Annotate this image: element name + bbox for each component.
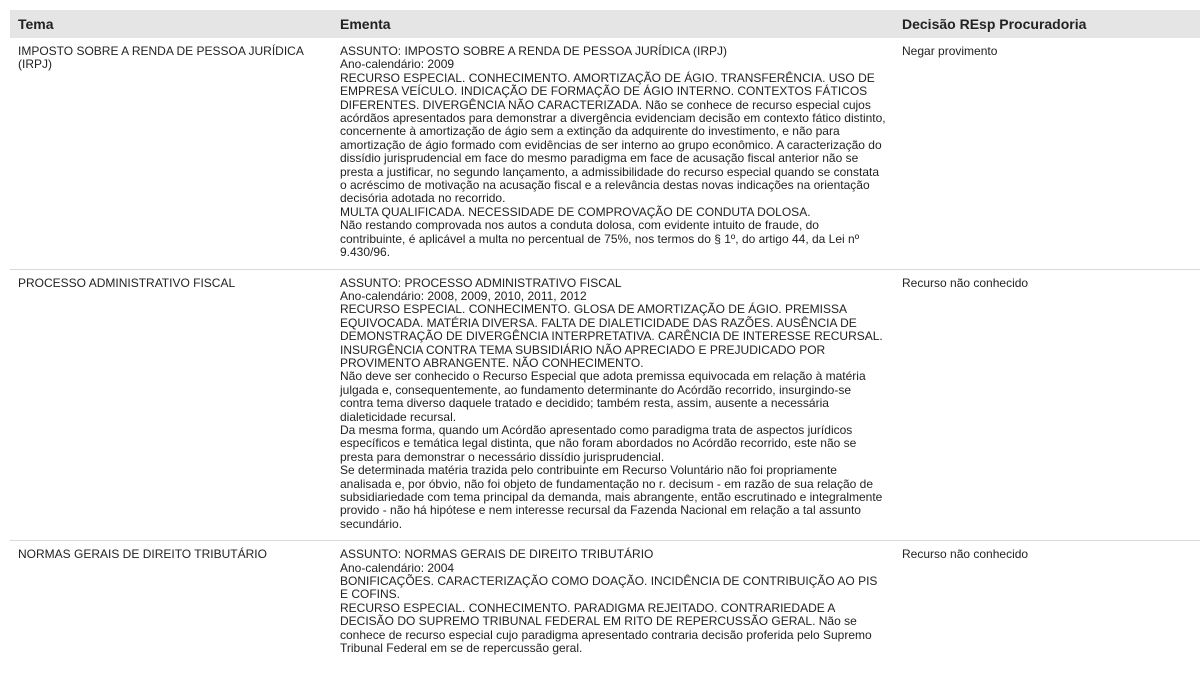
ementa-line: MULTA QUALIFICADA. NECESSIDADE DE COMPROVAÇÃO DE CONDUTA DOLOSA.: [340, 204, 811, 219]
cell-decisao: Recurso não conhecido: [902, 547, 1029, 562]
ementa-line: Ano-calendário: 2009: [340, 57, 455, 72]
ementa-line: ASSUNTO: NORMAS GERAIS DE DIREITO TRIBUTÁRIO: [340, 547, 654, 562]
header-ementa: Ementa: [332, 10, 894, 38]
ementa-line: ASSUNTO: IMPOSTO SOBRE A RENDA DE PESSOA JURÍDICA (IRPJ): [340, 44, 727, 58]
table-row: [10, 541, 1200, 665]
cell-decisao: Negar provimento: [894, 38, 1200, 269]
cell-ementa: [332, 269, 894, 541]
table-header: [10, 10, 1200, 38]
table-body: [10, 38, 1200, 664]
ementa-line: RECURSO ESPECIAL. CONHECIMENTO. PARADIGMA REJEITADO. CONTRARIEDADE A DECISÃO DO SUPREMO TRIBUNAL FEDERAL EM RITO DE REPERCUSSÃO GERAL. Não se conhece de recurso especial cujo paradigma apresentado contraria decisão proferida pelo Supremo Tribunal Federal em se de repercussão geral.: [340, 600, 872, 656]
ementa-line: Da mesma forma, quando um Acórdão apresentado como paradigma trata de aspectos jurídicos específicos e temática legal distinta, que não foram abordados no Acórdão recorrido, este não se presta para demonstrar o necessário dissídio jurisprudencial.: [340, 422, 857, 464]
header-decisao: Decisão REsp Procuradoria: [894, 10, 1200, 38]
decisions-table-container: [10, 10, 1200, 664]
ementa-line: ASSUNTO: PROCESSO ADMINISTRATIVO FISCAL: [340, 275, 622, 290]
ementa-line: Não restando comprovada nos autos a conduta dolosa, com evidente intuito de fraude, do contribuinte, é aplicável a multa no percentual de 75%, nos termos do § 1º, do artigo 44, da Lei nº 9.430/96.: [340, 218, 860, 260]
ementa-line: BONIFICAÇÕES. CARACTERIZAÇÃO COMO DOAÇÃO. INCIDÊNCIA DE CONTRIBUIÇÃO AO PIS E COFINS.: [340, 574, 878, 602]
cell-ementa: [332, 38, 894, 269]
table-row: [10, 269, 1200, 541]
cell-tema: NORMAS GERAIS DE DIREITO TRIBUTÁRIO: [18, 547, 267, 562]
ementa-line: Ano-calendário: 2004: [340, 560, 455, 575]
table-row: [10, 38, 1200, 269]
ementa-line: RECURSO ESPECIAL. CONHECIMENTO. AMORTIZAÇÃO DE ÁGIO. TRANSFERÊNCIA. USO DE EMPRESA VEÍCULO. INDICAÇÃO DE FORMAÇÃO DE ÁGIO INTERNO. CONTEXTOS FÁTICOS DIFERENTES. DIVERGÊNCIA NÃO CARACTERIZADA. Não se conhece de recurso especial cujos acórdãos apresentados para demonstrar a divergência evidenciam decisão em contexto fático distinto, concernente à amortização de ágio sem a extinção da adquirente do investimento, e não para amortização de ágio formado com evidências de ser interno ao grupo econômico. A caracterização do dissídio jurisprudencial em face do mesmo paradigma em face de acusação fiscal anterior não se presta a justificar, no segundo lançamento, a admissibilidade do recurso especial quando se constata o acréscimo de motivação na acusação fiscal e a relevância destas novas indicações na orientação decisória adotada no recorrido.: [340, 70, 886, 206]
cell-decisao: Recurso não conhecido: [894, 269, 1200, 541]
cell-tema: IMPOSTO SOBRE A RENDA DE PESSOA JURÍDICA (IRPJ): [10, 38, 332, 269]
ementa-line: Ano-calendário: 2008, 2009, 2010, 2011, 2012: [340, 288, 587, 303]
header-tema: Tema: [10, 10, 332, 38]
cell-tema: PROCESSO ADMINISTRATIVO FISCAL: [10, 269, 332, 541]
ementa-line: RECURSO ESPECIAL. CONHECIMENTO. GLOSA DE AMORTIZAÇÃO DE ÁGIO. PREMISSA EQUIVOCADA. MATÉRIA DIVERSA. FALTA DE DIALETICIDADE DAS RAZÕES. AUSÊNCIA DE DEMONSTRAÇÃO DE DIVERGÊNCIA INTERPRETATIVA. CARÊNCIA DE INTERESSE RECURSAL. INSURGÊNCIA CONTRA TEMA SUBSIDIÁRIO NÃO APRECIADO E PREJUDICADO POR PROVIMENTO ABRANGENTE. NÃO CONHECIMENTO.: [340, 302, 883, 370]
decisions-table: [10, 10, 1200, 664]
ementa-line: Não deve ser conhecido o Recurso Especial que adota premissa equivocada em relação à matéria julgada e, consequentemente, ao fundamento determinante do Acórdão recorrido, insurgindo-se contra tema diverso daquele tratado e decidido; também resta, assim, ausente a necessária dialeticidade recursal.: [340, 369, 866, 424]
header-row: [10, 10, 1200, 38]
ementa-line: Se determinada matéria trazida pelo contribuinte em Recurso Voluntário não foi propriamente analisada e, por óbvio, não foi objeto de fundamentação no r. decisum - em razão de sua relação de subsidiariedade com tema principal da demanda, mais abrangente, então escrutinado e integralmente provido - não há hipótese e nem interesse recursal da Fazenda Nacional em relação a tal assunto secundário.: [340, 463, 883, 531]
cell-ementa: [332, 541, 894, 665]
